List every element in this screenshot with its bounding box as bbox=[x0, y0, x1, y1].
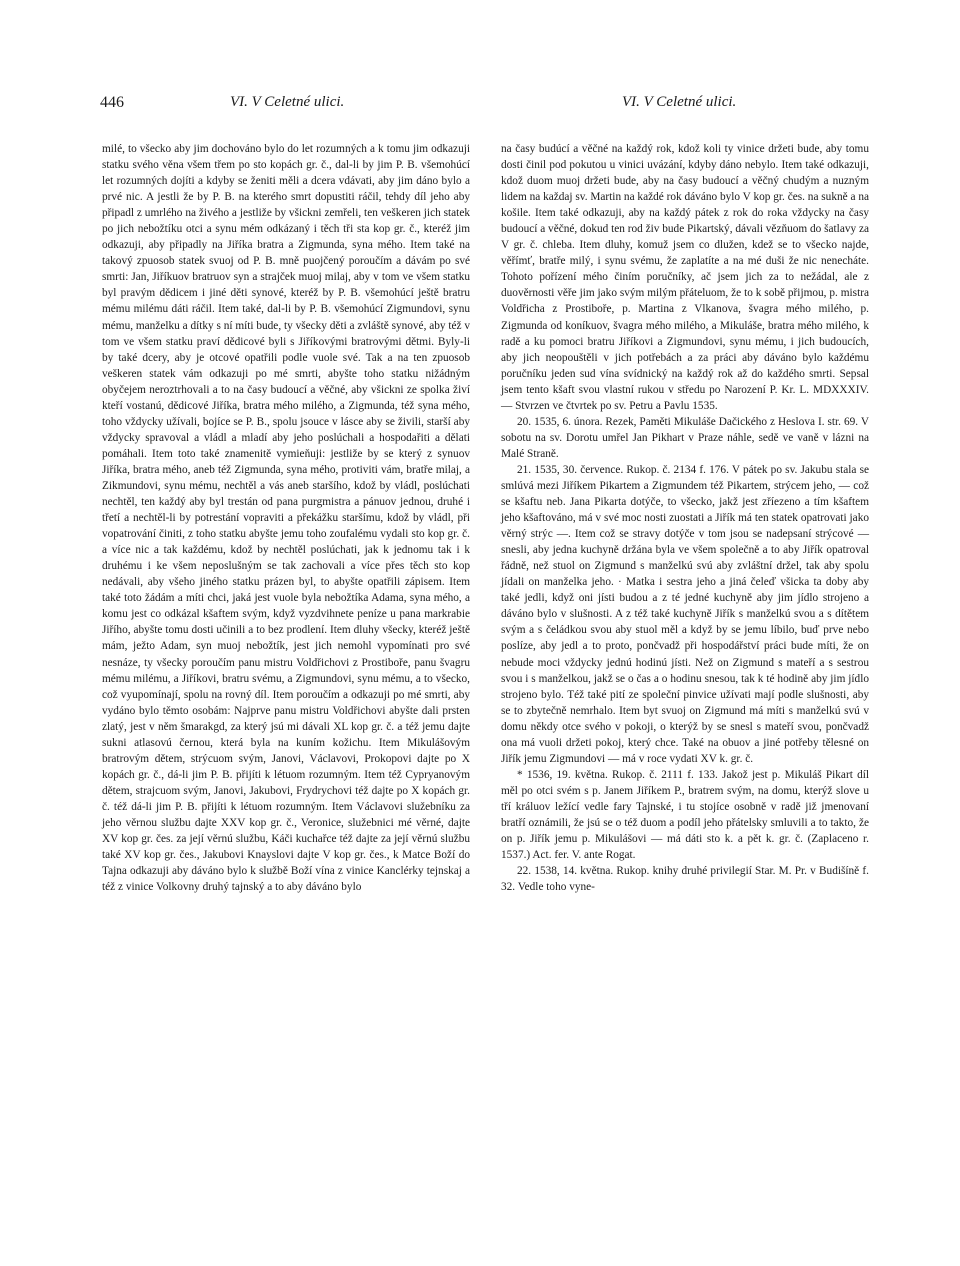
paragraph-entry-1536: * 1536, 19. května. Rukop. č. 2111 f. 133. Jakož jest p. Mikuláš Pikart díl měl po otci svém s p. Janem Jiříkem P., bratrem svým, na domu, kterýž slove u tří králuov ležící vedle fary Tajnské, i tu stojíce osobně v radě již jmenovaní bratří oznámili, že jsú se o též duom a podíl jeho přátelsky smluvili a to takto, že on p. Jiřík jemu p. Mikulášovi — má dáti sto k. a pět k. gr. č. (Zaplaceno r. 1537.) Act. fer. V. ante Rogat. bbox=[501, 768, 869, 862]
page-number: 446 bbox=[100, 94, 124, 111]
running-head-right: VI. V Celetné ulici. bbox=[622, 94, 737, 110]
right-column bbox=[501, 141, 869, 895]
paragraph-entry-20: 20. 1535, 6. února. Rezek, Paměti Mikuláše Dačického z Heslova I. str. 69. V sobotu na sv. Dorotu umřel Jan Pikhart v Praze náhle, sedě ve vaně v lázni na Malé Straně. bbox=[501, 415, 869, 460]
left-column-text: milé, to všecko aby jim dochováno bylo do let rozumných a k tomu jim odkazuji statku svého věna všem třem po sto kopách gr. č., dal-li by jim P. B. všemohúcí let rozumných dojíti a kdyby se ženiti měli a dcera vdávati, aby jim dáno bylo a prvé nic. A jestli že by P. B. na kterého smrt dopustiti ráčil, tehdy díl jeho aby připadl z umrlého na živého a jestliže by všickni zemřeli, ten veškeren jich statek po jich nebožtíku otci a synu mém odkázaný i těch tři sta kop gr. č., kteréž jim odkazuji, aby připadly na Jiříka bratra a Zigmunda, syna mého. Item také na takový zpuosob statek svuoj od P. B. mně puojčený poroučím a dávám po své smrti: Jan, Jiříkuov bratruov syn a strajček muoj milaj, aby v tom ve všem statku byl pravým dědicem i jiné děti synové, kteréž by P. B. všemohúcí ještě bratru mému milému dáti ráčil. Item také, dal-li by P. B. všemohúcí Zigmundovi, synu mému, manželku a dítky s ní míti bude, ty všecky děti a zvláště synové, aby též v tom ve všem statku praví dědicové byli s Jiříkovými bratrovými dětmi. Byly-li by také dcery, aby je otcové opatřili podle vuole své. Tak a na ten zpuosob veškeren statek vám odkazuji po mé smrti, abyšte toho statku nižádným obyčejem neroztrhovali a to na časy budoucí a věčné, aby všickni ze spolka živí kteří vostanú, dědicové Jiříka, bratra mého milého, a Zigmunda, též syna mého, toho vždycky užívali, bojíce se P. B., spolu jsouce v lásce aby se živili, starší aby vždycky spravoval a vládl a mladí aby jeho poslúchali a hospodařiti a dělati pomáhali. Item toto také znamenitě vymieňuji: jestliže by se který z synuov Jiříka, bratra mého, aneb též Zigmunda, syna mého, protiviti vám, bratře milaj, a Zikmundovi, synu mému, nechtěl a vás aneb staršího, kdož by vládl, poslúchati nechtěl, ten každý aby byl trestán od pana purgmistra a pánuov jednou, druhé i třetí a nechtěl-li by potrestání vopraviti a překážku staršímu, kdož by vládl, při vopatrování činiti, z toho statku abyšte jemu toho zoufalému vydali sto kop gr. č. a více nic a tak každému, kdož by nechtěl poslúchati, jak k jednomu tak i k druhému i ke všem neposlušným se tak zachovali a více přes těch sto kop nedávali, aby všeho jiného statku prázen byl, to abyšte opatřili zápisem. Item také toto žádám a míti chci, jaká jest vuole byla nebožtíka Adama, syna mého, a komu jest co odkázal kšaftem svým, když vyzdvihnete peníze u pana markrabie Jiřího, abyšte tomu dosti učinili a to bez prodlení. Item dluhy všecky, kteréž ještě mám, ježto Adam, syn muoj nebožtík, jest jich nemohl vypomínati pro své nesnáze, ty všecky poroučím panu mistru Voldřichovi z Prostiboře, panu švagru mému milému, a Jiříkovi, bratru svému, a Zigmundovi, synu mému, a to všecko, což vyupomínají, spolu na rovný díl. Item poroučím a odkazuji po mé smrti, aby vydáno bylo těmto osobám: Najprve panu mistru Voldřichovi abyšte dali prsten zlatý, jest v něm šmarakgd, za který jsú mi dávali XL kop gr. č. a též jemu dajte sukni atlasovú černou, která byla na kuním kožichu. Item Mikulášovým bratrovým dětem, strýcuom svým, Janovi, Václavovi, Prokopovi dajte po X kopách gr. č., dá-li jim P. B. přijíti k létuom rozumným. Item též Cypryanovým dětem, strajcuom svým, Janovi, Jakubovi, Frydrychovi též dajte po X kopách gr. č. též dá-li jim P. B. přijíti k létuom rozumným. Item Václavovi služebníku za jeho věrnou službu dajte XXV kop gr. č., Veronice, služebnici mé věrné, dajte XV kop gr. čes. za její věrnú službu, Káči kuchařce též dajte za její věrnú službu také XV kop gr. čes., Jakubovi Knayslovi dajte V kop gr. čes., k Matce Boží do Tajna odkazuji aby dáváno bylo k službě Boží vína z vinice Kanclérky tejnskaj a též z vinice Volkovny druhý tajnský a to aby dáváno bylo bbox=[102, 143, 470, 894]
paragraph-entry-22: 22. 1538, 14. května. Rukop. knihy druhé privilegií Star. M. Pr. v Budišíně f. 32. Vedle toho vyne- bbox=[501, 865, 869, 894]
left-column bbox=[102, 141, 470, 895]
running-head-left: VI. V Celetné ulici. bbox=[230, 94, 345, 110]
paragraph-testament-end: na časy budúcí a věčné na každý rok, kdož koli ty vinice držeti bude, aby tomu dosti činil pod pokutou u vinici uvázání, kdyby dáno nebylo. Item také odkazuji, kdož duom muoj držeti bude, aby na časy budoucí a věčný chudým a nuzným lidem na každaj sv. Martin na každé rok dáváno bylo V kop gr. čes. na sukně a na košile. Item také odkazuji, aby na každý pátek z rok do roka vždycky na časy budoucí a věčné, dokud ten rod živ bude Pikartský, dávali vězňuom do šatlavy za V gr. č. chleba. Item dluhy, komuž jsem co dlužen, kdež se to všecko najde, věřímť, bratře milý, i synu svému, že zaplatíte a na mé duši že nic nenecháte. Tohoto pořízení mého činím poručníky, ač jsem jich za to nežádal, ale z duověrnosti věře jim jako svým milým přáteluom, že to k sobě přijmou, p. mistra Voldřicha z Prostiboře, p. Martina z Vlkanova, švagra mého milého, p. Zigmunda od koníkuov, švagra mého milého, a Mikuláše, bratra mého milého, k radě a ku pomoci bratru Jiříkovi a Zigmundovi, synu mému, i jich budoucích, aby jich neopouštěli v jich potřebách a za práci aby dáváno bylo každému poručníku jeden sud vína svídnický na každý rok až do každého smrti. Sepsal jsem tento kšaft svou vlastní rukou v středu po Narození P. Kr. L. MDXXXIV. — Stvrzen ve čtvrtek po sv. Petru a Pavlu 1535. bbox=[501, 143, 869, 412]
page-header bbox=[100, 94, 868, 118]
paragraph-entry-21: 21. 1535, 30. července. Rukop. č. 2134 f. 176. V pátek po sv. Jakubu stala se smlúvá mezi Jiříkem Pikartem a Zigmundem též Pikartem, strýcem jeho, — což se kšaftu neb. Jana Pikarta dotýče, to všecko, jakž jest zříezeno a tím kšaftem jeho kšaftováno, má v své moc nosti zuostati a Jiřík má ten statek opatrovati jako věrný strýc —. Item což se stravy dotýče v tom jsou se nadepsaní strýcové — snesli, aby jedna kuchyně držána byla ve všem společně a to aby Jiřík opatroval řádně, než stuol on Zigmund s manželkú svú aby zvláštní držel, tak aby spolu jídali on manželka jeho. · Matka i sestra jeho a jiná čeleď všicka ta doby aby také jedli, když oni jísti budou a z té jedné kuchyně aby jim jídlo strojeno a dáváno bylo v slušnosti. A z též také kuchyně Jiřík s manželkú svou a s dítětem svým a s čeládkou svou aby stuol měl a když by se jemu líbilo, buď prve nebo poslíze, aby jedl a to proto, pončvadž při hospodářství práci bude míti, že on nebude moci vždycky jednú hodinú jísti. Než on Zigmund s mateří a s sestrou svou i s manželkou, jakž se o čas a o hodinu snesou, tak k té hodině aby jim jídlo strojeno bylo. Též také pití ze společní pinvice užívati mají podle slušnosti, aby se to zbytečně nemrhalo. Item byt svuoj on Zigmund má míti s manželkú svú v domu někdy otce svého v pokoji, o kterýž by se snesl s mateří svou, pončvadž ona má vuoli držeti pokoj, který chce. Také na obuov a jiné potřeby tělesné on Jiřík jemu Zigmundovi — má v roce vydati XV k. gr. č. bbox=[501, 463, 869, 765]
